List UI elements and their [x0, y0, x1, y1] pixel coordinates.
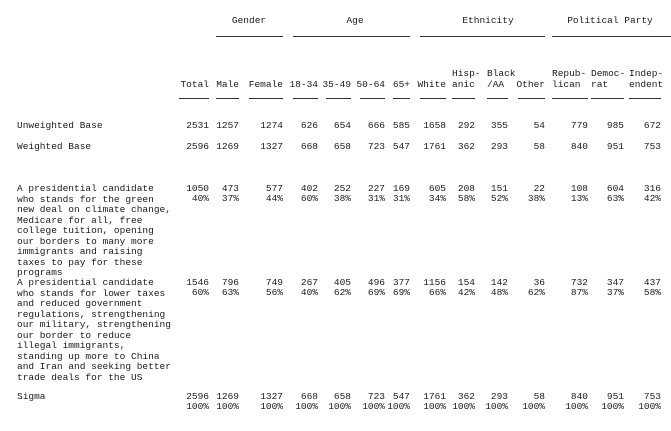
- cell-percent: 42%: [457, 287, 475, 298]
- cell-percent: 100%: [522, 401, 545, 412]
- cell-count: 473: [221, 183, 239, 194]
- cell-percent: 100%: [601, 401, 624, 412]
- cell-count: 1269: [216, 141, 239, 152]
- group-header: Ethnicity: [462, 15, 514, 26]
- column-header-line1: Black: [487, 68, 516, 79]
- cell-percent: 100%: [186, 401, 209, 412]
- cell-count: 626: [300, 120, 318, 131]
- cell-percent: 58%: [457, 193, 475, 204]
- column-underline: [420, 98, 446, 99]
- cell-percent: 100%: [387, 401, 410, 412]
- cell-count: 2596: [186, 141, 209, 152]
- cell-count: 732: [570, 277, 588, 288]
- row-label: Unweighted Base: [17, 120, 103, 131]
- cell-percent: 44%: [265, 193, 283, 204]
- cell-count: 668: [300, 391, 318, 402]
- column-underline: [518, 98, 545, 99]
- column-underline: [249, 98, 283, 99]
- cell-percent: 100%: [260, 401, 283, 412]
- row-label: A presidential candidate who stands for lower taxes and reduced government regulations, strengthening our military, strengthening our border to reduce illegal immigrants, standing up more to China and Iran and seeking better trade deals for the US: [17, 277, 171, 383]
- cell-percent: 69%: [392, 287, 410, 298]
- cell-percent: 38%: [527, 193, 545, 204]
- cell-percent: 60%: [300, 193, 318, 204]
- cell-count: 1050: [186, 183, 209, 194]
- column-underline: [629, 98, 661, 99]
- cell-count: 604: [606, 183, 624, 194]
- cell-count: 749: [265, 277, 283, 288]
- cell-percent: 100%: [216, 401, 239, 412]
- cell-count: 1546: [186, 277, 209, 288]
- cell-count: 1761: [423, 391, 446, 402]
- cell-percent: 87%: [570, 287, 588, 298]
- column-underline: [360, 98, 385, 99]
- cell-count: 577: [265, 183, 283, 194]
- cell-count: 1269: [216, 391, 239, 402]
- row-label: Weighted Base: [17, 141, 92, 152]
- cell-count: 108: [570, 183, 588, 194]
- cell-count: 267: [300, 277, 318, 288]
- cell-count: 753: [643, 141, 661, 152]
- column-header: White: [417, 79, 446, 90]
- cell-percent: 40%: [191, 193, 209, 204]
- cell-count: 169: [392, 183, 410, 194]
- cell-percent: 38%: [333, 193, 351, 204]
- cell-count: 796: [221, 277, 239, 288]
- cell-count: 293: [490, 141, 508, 152]
- cell-count: 1658: [423, 120, 446, 131]
- cell-count: 2596: [186, 391, 209, 402]
- cell-count: 1327: [260, 391, 283, 402]
- cell-count: 654: [333, 120, 351, 131]
- column-underline: [393, 98, 410, 99]
- row-label: Sigma: [17, 391, 46, 402]
- column-header: anic: [452, 79, 475, 90]
- column-header-line1: Indep-: [629, 68, 664, 79]
- group-underline: [420, 36, 545, 37]
- cell-percent: 62%: [333, 287, 351, 298]
- column-header: rat: [591, 79, 609, 90]
- cell-count: 377: [392, 277, 410, 288]
- cell-count: 54: [533, 120, 545, 131]
- cell-percent: 62%: [527, 287, 545, 298]
- row-label: A presidential candidate who stands for the green new deal on climate change, Medicare for all, free college tuition, opening our borders to many more immigrants and raising taxes to pay for these programs: [17, 183, 171, 278]
- cell-percent: 100%: [423, 401, 446, 412]
- cell-percent: 100%: [565, 401, 588, 412]
- cell-count: 292: [457, 120, 475, 131]
- column-underline: [452, 98, 475, 99]
- column-underline: [326, 98, 351, 99]
- cell-count: 252: [333, 183, 351, 194]
- cell-percent: 31%: [392, 193, 410, 204]
- cell-percent: 100%: [328, 401, 351, 412]
- cell-count: 1327: [260, 141, 283, 152]
- group-underline: [216, 36, 283, 37]
- cell-percent: 37%: [221, 193, 239, 204]
- cell-count: 585: [392, 120, 410, 131]
- column-header: 50-64: [356, 79, 385, 90]
- cell-count: 437: [643, 277, 661, 288]
- cell-count: 227: [367, 183, 385, 194]
- column-header-line1: Repub-: [552, 68, 587, 79]
- group-underline: [552, 36, 671, 37]
- cell-count: 547: [392, 391, 410, 402]
- cell-count: 208: [457, 183, 475, 194]
- cell-count: 154: [457, 277, 475, 288]
- cell-count: 22: [533, 183, 545, 194]
- cell-percent: 63%: [221, 287, 239, 298]
- cell-count: 142: [490, 277, 508, 288]
- cell-percent: 69%: [367, 287, 385, 298]
- cell-percent: 37%: [606, 287, 624, 298]
- cell-percent: 63%: [606, 193, 624, 204]
- cell-count: 1761: [423, 141, 446, 152]
- cell-count: 723: [367, 141, 385, 152]
- column-header-line1: Democ-: [591, 68, 626, 79]
- cell-percent: 100%: [485, 401, 508, 412]
- cell-count: 985: [606, 120, 624, 131]
- cell-count: 658: [333, 391, 351, 402]
- cell-count: 405: [333, 277, 351, 288]
- column-header: lican: [552, 79, 581, 90]
- cell-percent: 100%: [362, 401, 385, 412]
- cell-percent: 60%: [191, 287, 209, 298]
- cell-count: 658: [333, 141, 351, 152]
- column-underline: [591, 98, 624, 99]
- cell-count: 547: [392, 141, 410, 152]
- cell-count: 840: [570, 141, 588, 152]
- cell-count: 840: [570, 391, 588, 402]
- cell-count: 347: [606, 277, 624, 288]
- column-header: 35-49: [322, 79, 351, 90]
- cell-percent: 56%: [265, 287, 283, 298]
- cell-count: 753: [643, 391, 661, 402]
- column-header: 65+: [392, 79, 410, 90]
- column-header: Female: [248, 79, 283, 90]
- column-header: Other: [516, 79, 545, 90]
- cell-count: 723: [367, 391, 385, 402]
- group-underline: [293, 36, 410, 37]
- cell-percent: 34%: [428, 193, 446, 204]
- cell-count: 496: [367, 277, 385, 288]
- column-header: 18-34: [289, 79, 318, 90]
- cell-count: 1257: [216, 120, 239, 131]
- column-underline: [216, 98, 239, 99]
- column-underline: [487, 98, 508, 99]
- group-header: Gender: [231, 15, 267, 26]
- cell-count: 951: [606, 141, 624, 152]
- cell-percent: 100%: [638, 401, 661, 412]
- cell-count: 666: [367, 120, 385, 131]
- cell-count: 668: [300, 141, 318, 152]
- group-header: Age: [346, 15, 364, 26]
- cell-percent: 42%: [643, 193, 661, 204]
- cell-count: 402: [300, 183, 318, 194]
- column-header: Male: [216, 79, 239, 90]
- column-underline: [552, 98, 588, 99]
- cell-count: 36: [533, 277, 545, 288]
- cell-count: 355: [490, 120, 508, 131]
- column-header: endent: [629, 79, 664, 90]
- cell-percent: 66%: [428, 287, 446, 298]
- cell-percent: 48%: [490, 287, 508, 298]
- cell-percent: 58%: [643, 287, 661, 298]
- cell-count: 151: [490, 183, 508, 194]
- cell-percent: 100%: [452, 401, 475, 412]
- column-header: /AA: [487, 79, 505, 90]
- column-underline: [179, 98, 209, 99]
- cell-count: 316: [643, 183, 661, 194]
- cell-percent: 40%: [300, 287, 318, 298]
- cell-count: 1274: [260, 120, 283, 131]
- cell-count: 362: [457, 141, 475, 152]
- cell-count: 2531: [186, 120, 209, 131]
- cell-count: 293: [490, 391, 508, 402]
- group-header: Political Party: [567, 15, 653, 26]
- cell-count: 779: [570, 120, 588, 131]
- cell-count: 951: [606, 391, 624, 402]
- column-header-line1: Hisp-: [452, 68, 481, 79]
- cell-count: 58: [533, 391, 545, 402]
- cell-count: 1156: [423, 277, 446, 288]
- cell-percent: 100%: [295, 401, 318, 412]
- cell-count: 362: [457, 391, 475, 402]
- column-header: Total: [180, 79, 209, 90]
- cell-count: 58: [533, 141, 545, 152]
- cell-count: 605: [428, 183, 446, 194]
- cell-percent: 31%: [367, 193, 385, 204]
- column-underline: [293, 98, 318, 99]
- cell-percent: 13%: [570, 193, 588, 204]
- cell-count: 672: [643, 120, 661, 131]
- cell-percent: 52%: [490, 193, 508, 204]
